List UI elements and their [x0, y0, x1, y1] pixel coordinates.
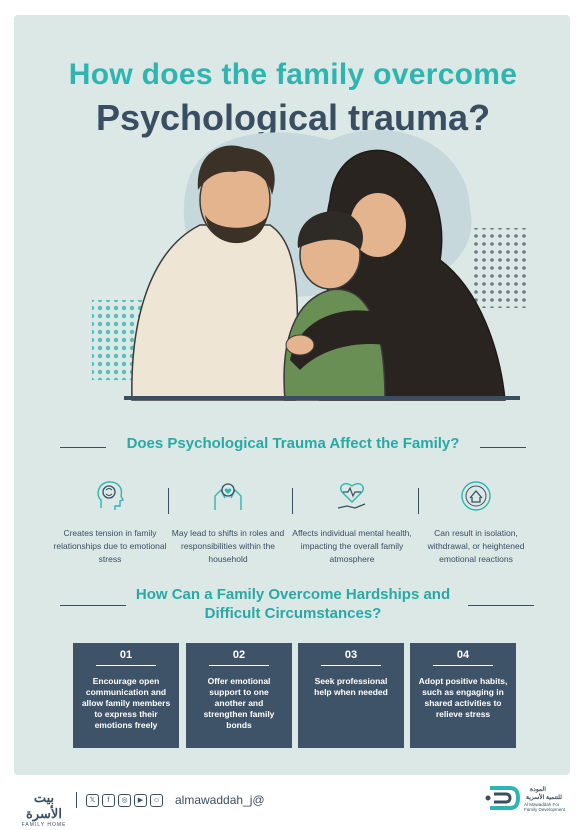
step-text: Offer emotional support to one another and strengthen family bonds — [203, 676, 275, 730]
step-card — [73, 643, 179, 748]
title-line-1: How does the family overcome — [68, 58, 518, 91]
al-mawaddah-arabic-2: للتنمية الأسرية — [526, 795, 562, 801]
facebook-icon[interactable]: f — [102, 794, 115, 807]
step-card — [186, 643, 292, 748]
step-text: Adopt positive habits, such as engaging in shared activities to relieve stress — [418, 676, 508, 719]
footer-divider — [76, 792, 77, 808]
family-home-logo-english: FAMILY HOME — [21, 822, 67, 828]
section-1-title: Does Psychological Trauma Affect the Family? — [126, 435, 460, 452]
feature-item — [292, 478, 412, 566]
al-mawaddah-english: Al Mawaddah For Family Development — [524, 802, 566, 812]
step-underline — [96, 665, 156, 666]
snapchat-icon[interactable]: ☺ — [150, 794, 163, 807]
heading-rule-left — [60, 605, 126, 606]
house-circle-icon — [459, 478, 493, 514]
step-number: 02 — [232, 649, 246, 661]
feature-item — [50, 478, 170, 566]
x-icon[interactable]: 𝕏 — [86, 794, 99, 807]
social-handle[interactable]: almawaddah_j@ — [175, 793, 265, 807]
step-number: 03 — [344, 649, 358, 661]
step-underline — [209, 665, 269, 666]
step-text: Encourage open communication and allow family members to express their emotions freely — [81, 676, 171, 730]
feature-item — [168, 478, 288, 566]
feature-text: May lead to shifts in roles and responsibilities within the household — [171, 528, 285, 564]
family-home-logo — [20, 790, 68, 828]
step-card — [298, 643, 404, 748]
section-2-title-line-1: How Can a Family Overcome Hardships and — [135, 586, 451, 603]
instagram-icon[interactable]: ◎ — [118, 794, 131, 807]
step-underline — [321, 665, 381, 666]
hand-heart-pulse-icon — [335, 478, 369, 514]
hands-heart-icon — [211, 478, 245, 514]
al-mawaddah-logo — [484, 784, 574, 814]
step-card — [410, 643, 516, 748]
step-underline — [433, 665, 493, 666]
brain-head-icon — [93, 478, 127, 514]
dot-pattern-right — [470, 228, 530, 308]
heading-rule-right — [480, 447, 526, 448]
heading-rule-right — [468, 605, 534, 606]
feature-text: Creates tension in family relationships due to emotional stress — [53, 528, 167, 564]
step-text: Seek professional help when needed — [314, 676, 388, 697]
family-home-logo-arabic: بيت الأسرة — [26, 790, 62, 821]
feature-text: Can result in isolation, withdrawal, or heightened emotional reactions — [427, 528, 525, 564]
section-1-heading — [60, 435, 526, 459]
feature-item — [416, 478, 536, 566]
step-number: 01 — [119, 649, 133, 661]
youtube-icon[interactable]: ▶ — [134, 794, 147, 807]
al-mawaddah-arabic-1: المودة — [530, 787, 546, 793]
step-number: 04 — [456, 649, 470, 661]
feature-text: Affects individual mental health, impacting the overall family atmosphere — [292, 528, 412, 564]
section-2-title-line-2: Difficult Circumstances? — [204, 605, 382, 622]
section-2-heading — [0, 585, 586, 623]
al-mawaddah-logo-icon — [484, 784, 520, 812]
title-line-2: Psychological trauma? — [95, 97, 491, 138]
family-hug-illustration — [0, 0, 586, 410]
